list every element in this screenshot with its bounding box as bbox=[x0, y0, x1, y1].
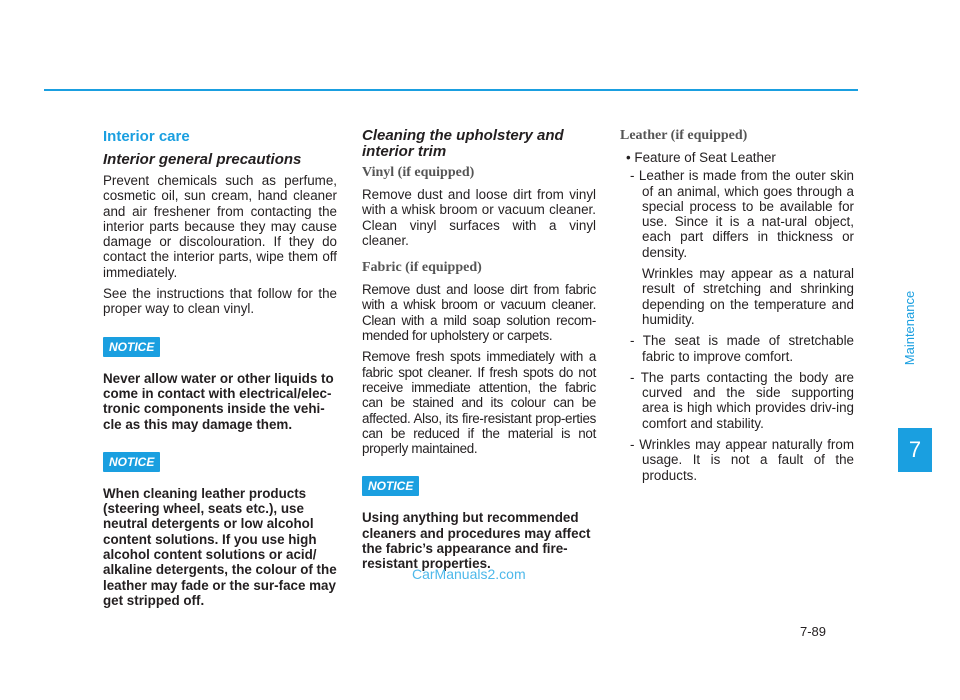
page-number: 7-89 bbox=[800, 624, 827, 639]
paragraph: Remove fresh spots immediately with a fabric spot cleaner. If fresh spots do not receive immediate attention, the fabric can be stained and its colour can be affected. Also, its fire-resistant prop-erties can be reduced if the material is not properly maintained. bbox=[362, 349, 596, 457]
notice-text: Using anything but recommended cleaners and procedures may affect the fabric’s appearance and fire-resistant properties. bbox=[362, 510, 591, 572]
bullet-item: • Feature of Seat Leather bbox=[626, 150, 776, 165]
chapter-tab: 7 bbox=[898, 428, 932, 472]
watermark: CarManuals2.com bbox=[412, 566, 526, 582]
column-3 bbox=[620, 128, 854, 489]
subhead-cleaning-upholstery: Cleaning the upholstery and interior trim bbox=[362, 127, 564, 160]
section-title: Interior care bbox=[103, 128, 190, 145]
top-rule bbox=[44, 89, 858, 91]
dash-item: - The parts contacting the body are curved and the side supporting area is high which provides driv-ing comfort and stability. bbox=[630, 369, 854, 431]
notice-text: When cleaning leather products (steering wheel, seats etc.), use neutral detergents or low alcohol content solutions. If you use high alcohol content solutions or acid/ alkaline detergents, the colour of the leather may fade or the sur-face may get stripped off. bbox=[103, 485, 337, 608]
fabric-heading: Fabric (if equipped) bbox=[362, 260, 482, 276]
paragraph: Prevent chemicals such as perfume, cosmetic oil, sun cream, hand cleaner and air freshener from contacting the interior parts because they may cause damage or discolouration. If they do contact the interior parts, wipe them off immediately. bbox=[103, 173, 337, 280]
chapter-side-label: Maintenance bbox=[902, 290, 917, 366]
paragraph: Remove dust and loose dirt from vinyl with a whisk broom or vacuum cleaner. Clean vinyl surfaces with a vinyl cleaner. bbox=[362, 187, 596, 248]
column-2 bbox=[362, 128, 596, 578]
subhead-general-precautions: Interior general precautions bbox=[103, 151, 302, 168]
notice-text: Never allow water or other liquids to come in contact with electrical/elec-tronic components inside the vehi-cle as this may damage them. bbox=[103, 370, 334, 432]
paragraph: See the instructions that follow for the proper way to clean vinyl. bbox=[103, 286, 337, 317]
dash-item: - Wrinkles may appear naturally from usage. It is not a fault of the products. bbox=[630, 437, 854, 483]
vinyl-heading: Vinyl (if equipped) bbox=[362, 165, 475, 180]
notice-badge: NOTICE bbox=[103, 452, 160, 472]
notice-badge: NOTICE bbox=[362, 476, 419, 496]
dash-item: - Leather is made from the outer skin of an animal, which goes through a special process to be available for use. Since it is a nat-ural object, each part differs in thickness or density. bbox=[630, 168, 854, 260]
dash-item-continuation: Wrinkles may appear as a natural result of stretching and shrinking depending on the temperature and humidity. bbox=[642, 266, 854, 327]
leather-heading: Leather (if equipped) bbox=[620, 128, 748, 143]
dash-item: - The seat is made of stretchable fabric to improve comfort. bbox=[630, 333, 854, 364]
paragraph: Remove dust and loose dirt from fabric with a whisk broom or vacuum cleaner. Clean with a mild soap solution recom-mended for upholstery or carpets. bbox=[362, 282, 596, 344]
column-1 bbox=[103, 128, 337, 614]
notice-badge: NOTICE bbox=[103, 337, 160, 357]
